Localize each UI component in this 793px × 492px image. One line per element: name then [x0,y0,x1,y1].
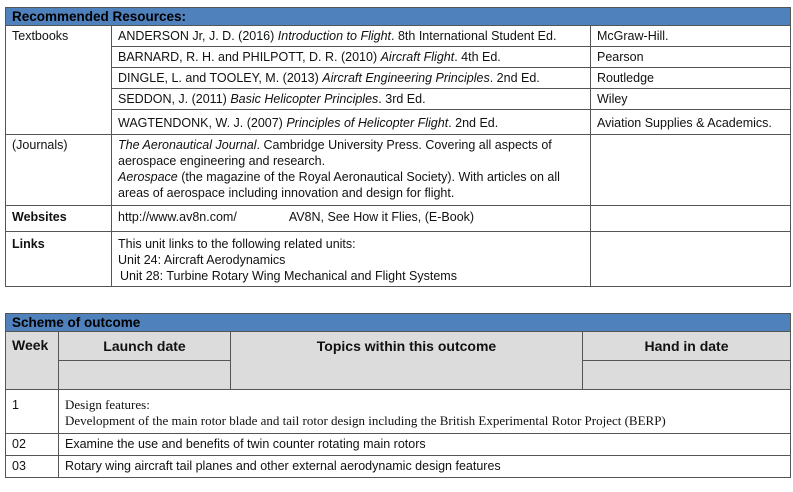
journals-row [6,135,791,206]
website-entry [112,206,591,232]
textbook-publisher: Pearson [591,47,791,68]
links-intro: This unit links to the following related units: [118,237,356,251]
recommended-resources-table [5,7,791,287]
journal-entry: Aerospace (the magazine of the Royal Aeronautical Society). With articles on all areas of aerospace including innovation and design for flight. [118,170,560,200]
outcome-topic: Examine the use and benefits of twin counter rotating main rotors [59,434,791,456]
textbook-publisher: Aviation Supplies & Academics. [591,110,791,135]
textbook-citation: DINGLE, L. and TOOLEY, M. (2013) Aircraft Engineering Principles. 2nd Ed. [112,68,591,89]
textbook-citation: SEDDON, J. (2011) Basic Helicopter Principles. 3rd Ed. [112,89,591,110]
launch-date-column-header: Launch date [59,332,231,361]
textbook-publisher: Wiley [591,89,791,110]
textbooks-label: Textbooks [6,26,112,135]
topics-column-header: Topics within this outcome [231,332,583,390]
hand-in-date-column-header: Hand in date [583,332,791,361]
textbook-row [6,110,791,135]
textbook-row [6,26,791,47]
journal-entry: The Aeronautical Journal. Cambridge University Press. Covering all aspects of aerospace engineering and research. [118,138,552,168]
textbook-citation: ANDERSON Jr, J. D. (2016) Introduction to Flight. 8th International Student Ed. [112,26,591,47]
textbook-citation: BARNARD, R. H. and PHILPOTT, D. R. (2010) Aircraft Flight. 4th Ed. [112,47,591,68]
links-label: Links [6,232,112,287]
resources-header: Recommended Resources: [6,8,791,26]
textbook-row [6,68,791,89]
journals-list [112,135,591,206]
outcome-topic: Design features: Development of the main rotor blade and tail rotor design including the British Experimental Rotor Project (BERP) [59,390,791,434]
textbook-publisher: McGraw-Hill. [591,26,791,47]
journals-label: (Journals) [6,135,112,206]
week-number: 1 [6,390,59,434]
outcome-row [6,434,791,456]
textbook-publisher: Routledge [591,68,791,89]
linked-unit: Unit 28: Turbine Rotary Wing Mechanical and Flight Systems [120,269,457,283]
linked-unit: Unit 24: Aircraft Aerodynamics [118,253,286,267]
week-number: 03 [6,456,59,478]
links-row [6,232,791,287]
websites-label: Websites [6,206,112,232]
week-column-header: Week [6,332,59,390]
website-url[interactable]: http://www.av8n.com/ [118,210,237,224]
scheme-of-outcome-table [5,313,791,478]
links-list [112,232,591,287]
launch-date-cell [59,361,231,390]
scheme-header: Scheme of outcome [6,314,791,332]
outcome-row [6,390,791,434]
website-description: AV8N, See How it Flies, (E-Book) [288,210,475,224]
websites-row [6,206,791,232]
hand-in-date-cell [583,361,791,390]
textbook-row [6,47,791,68]
week-number: 02 [6,434,59,456]
outcome-topic: Rotary wing aircraft tail planes and other external aerodynamic design features [59,456,791,478]
textbook-row [6,89,791,110]
scheme-column-headers [6,332,791,361]
textbook-citation: WAGTENDONK, W. J. (2007) Principles of Helicopter Flight. 2nd Ed. [112,110,591,135]
outcome-row [6,456,791,478]
